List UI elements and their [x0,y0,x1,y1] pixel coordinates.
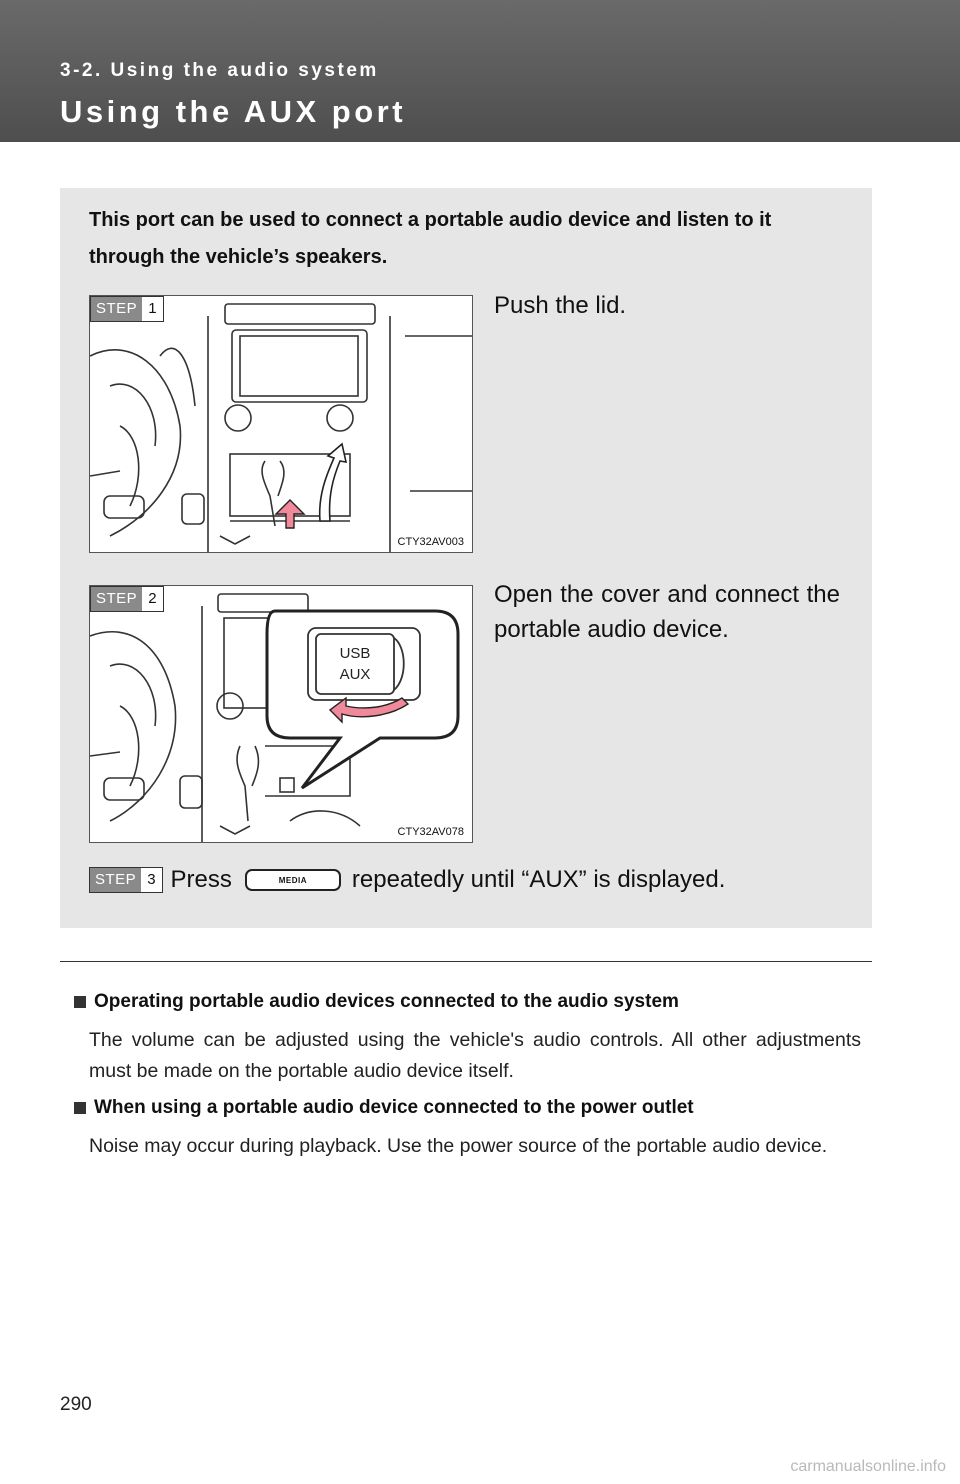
step1-illustration [89,295,473,553]
step3-badge: STEP 3 [89,867,163,893]
step3-text-after: repeatedly until “AUX” is displayed. [351,866,726,893]
note1-body: The volume can be adjusted using the vehicle's audio controls. All other adjustments must be made on the portable audio device itself. [89,1029,861,1082]
intro-text: This port can be used to connect a portable audio device and listen to it through the vehicle’s speakers. [89,209,772,268]
media-button-label: MEDIA [245,869,341,891]
step1-badge: STEP 1 [90,296,164,322]
usb-port-label: USB [339,645,371,662]
console-port-drawing [90,586,473,843]
step2-text: Open the cover and connect the portable audio device. [494,581,840,643]
step1-image-code: CTY32AV003 [397,536,464,548]
note2-body: Noise may occur during playback. Use the power source of the portable audio device. [89,1135,828,1157]
media-button-graphic [242,865,344,895]
aux-port-label: AUX [339,666,371,683]
note1-heading: Operating portable audio devices connected to the audio system [74,991,679,1013]
section-divider [60,961,872,962]
step2-illustration [89,585,473,843]
note2-heading: When using a portable audio device connected to the power outlet [74,1097,694,1119]
square-bullet-icon [74,996,86,1008]
step3-row [89,862,725,898]
page-title: Using the AUX port [60,94,407,129]
step3-text-before: Press [170,866,232,893]
page-number: 290 [60,1394,92,1415]
step2-image-code: CTY32AV078 [397,826,464,838]
square-bullet-icon [74,1102,86,1114]
step2-badge: STEP 2 [90,586,164,612]
step1-text: Push the lid. [494,292,627,319]
section-label: 3-2. Using the audio system [60,60,379,81]
watermark: carmanualsonline.info [790,1458,946,1475]
console-lid-drawing [90,296,473,553]
